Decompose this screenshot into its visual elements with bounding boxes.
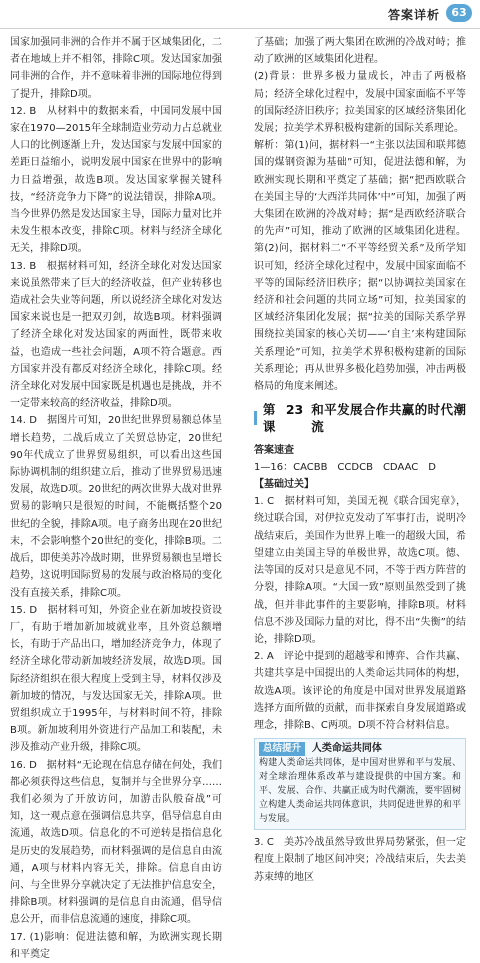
page-number: 63 — [446, 4, 472, 22]
answer-17-analysis: 解析：第(1)问，据材料一“主张以法国和联邦德国的煤钢资源为基础”可知，促进法德和解，为欧洲实现长期和平奠定了基础；据“把西欧联合在美国主导的‘大西洋共同体’中”可知，加强了两大集团在欧洲的冷战对峙；据“是西欧经济联合的先声”可知，推动了欧洲的区域集团化进程。第(2)问，据材料二“不平等经贸关系”及所学知识可知，经济全球化过程中，发展中国家面临不平等的国际经济旧秩序；据“以协调拉美国家在经济和社会问题的共同立场”可知，拉美国家的区域经济集团化发展；据“拉美的国际关系学界围绕拉美国家的核心关切——‘自主’来构建国际关系理论”可知，拉美学术界积极构建新的国际关系理论；再从世界多极化趋势加强，冲击两极格局的角度来阐述。 — [254, 140, 466, 393]
answer-15: 15. D 据材料可知，外资企业在新加坡投资设厂，有助于增加新加坡就业率，且外资总额增长，有助于产品出口，增加经济竞争力，体现了经济全球化带动新加坡经济发展，故选D项。国际经济组织在很大程度上受到主导，材料仅涉及新加坡的情况，与发达国家无关，排除A项。世贸组织成立于1995年，与材料时间不符，排除B项。新加坡利用外资进行产品加工和装配，未涉及推动产业升级，排除C项。 — [10, 604, 222, 754]
left-paragraph: 国家加强同非洲的合作并不属于区域集团化，二者在地域上并不相邻，排除C项。发达国家加强同非洲的合作，并不意味着非洲的国际地位得到了提升，排除D项。 — [10, 37, 222, 100]
answer-list: 1—16：CACBB CCDCB CDAAC D — [254, 461, 436, 473]
lesson-title: 和平发展合作共赢的时代潮流 — [311, 402, 466, 435]
answer-16: 16. D 据材料“无论现在信息存储在何处，我们都必须获得这些信息，复制并与全世界分享……我们必须为了开放访问，加游击队般奋战”可知，这一观点意在强调信息共享，倡导信息自由流通，故选D项。信息化的不可逆转是指信息化是历史的发展趋势，而材料强调的是信息自由流通，A项与材料内容无关，排除。信息自由访问、与全世界分享就决定了无法推护信息安全，排除B项。材料强调的是信息自由流通，倡导信息公开，而非信息流通的速度，排除C项。 — [10, 759, 222, 926]
answer-14: 14. D 据图片可知，20世纪世界贸易额总体呈增长趋势，二战后成立了关贸总协定，20世纪90年代成立了世界贸易组织，可以看出这些国际协调机制的组织建立后，推动了世界贸易迅速发展，故选D项。20世纪的两次世界大战对世界贸易的影响只是很短的时间，不能概括整个20世纪的全貌，排除A项。电子商务出现在20世纪末，不会影响整个20世纪的变化，排除B项。二战后，即使美苏冷战时期，世界贸易额也呈增长趋势，这说明国际贸易的发展与政治格局的变化没有直接关系，排除C项。 — [10, 415, 222, 599]
tip-badge: 总结提升 — [259, 742, 305, 756]
answers-label: 答案速查 — [254, 444, 294, 456]
left-column — [10, 34, 222, 960]
tip-body: 构建人类命运共同体，是中国对世界和平与发展、对全球治理体系改革与建设提供的中国方案。和平、发展、合作、共赢正成为时代潮流，要牢固树立构建人类命运共同体意识，共同促进世界的和平与发展。 — [259, 758, 461, 825]
running-title: 答案详析 — [387, 8, 440, 22]
summary-tip-box — [254, 738, 466, 830]
l23-answer-2: 2. A 评论中提到的超越零和博弈、合作共赢、共建共享是中国提出的人类命运共同体的构想，故选A项。该评论的角度是中国对世界发展道路选择方面所做的贡献，而非探索自身发展道路或理念，排除B、C两项。D项不符合材料信息。 — [254, 651, 466, 731]
heading-bar-icon — [254, 411, 257, 425]
answer-17: 17. (1)影响：促进法德和解，为欧洲实现长期和平奠定 — [10, 931, 222, 960]
right-column — [254, 34, 466, 883]
answer-13: 13. B 根据材料可知，经济全球化对发达国家来说虽然带来了巨大的经济收益，但产业转移也造成社会失业等问题，所以说经济全球化对发达国家来说也是一把双刃剑，故选B项。材料强调了经济全球化对发达国家的两面性，既带来收益，也造成一些社会问题，A项不符合题意。西方国家并没有都反对经济全球化，排除C项。经济全球化对发展中国家既是机遇也是挑战，并不一定带来较高的经济收益，排除D项。 — [10, 260, 222, 410]
lesson-number: 第23课 — [262, 402, 304, 435]
answer-12: 12. B 从材料中的数据来看，中国同发展中国家在1970—2015年全球制造业劳动力占总就业人口的比例逐渐上升，发达国家与发展中国家的差距日益缩小，说明发展中国家在世界中的影响力日益增强，故选B项。发达国家掌握关键科技，“经济竞争力下降”的说法错误，排除A项。当今世界仍然是发达国家主导，国际力量对比并未发生根本改变，排除C项。材料与经济全球化无关，排除D项。 — [10, 105, 222, 255]
tip-heading: 人类命运共同体 — [311, 743, 382, 755]
right-paragraph: 了基础；加强了两大集团在欧洲的冷战对峙；推动了欧洲的区域集团化进程。 — [254, 37, 466, 66]
page-header — [0, 0, 480, 29]
answer-17-part2: (2)背景：世界多极力量成长，冲击了两极格局；经济全球化过程中，发展中国家面临不平等的国际经济旧秩序；拉美国家的区域经济集团化发展；拉美学术界积极构建新的国际关系理论。 — [254, 71, 466, 135]
l23-answer-1: 1. C 据材料可知，美国无视《联合国宪章》，绕过联合国，对伊拉克发动了军事打击，说明冷战结束后，美国作为世界上唯一的超级大国，希望建立由美国主导的单极世界，故选C项。德、法等国的反对只是意见不同，不等于西方阵营的分裂，排除A项。“大国一致”原则虽然受到了挑战，但并非此事件的主要影响，排除B项。材料信息不涉及国际力量的对比，得不出“失衡”的结论，排除D项。 — [254, 496, 466, 645]
basic-section-label: 【基础过关】 — [254, 479, 314, 491]
lesson-heading — [254, 401, 466, 435]
l23-answer-3: 3. C 美苏冷战虽然导致世界局势紧张，但一定程度上限制了地区间冲突；冷战结束后，失去美苏束缚的地区 — [254, 837, 466, 883]
